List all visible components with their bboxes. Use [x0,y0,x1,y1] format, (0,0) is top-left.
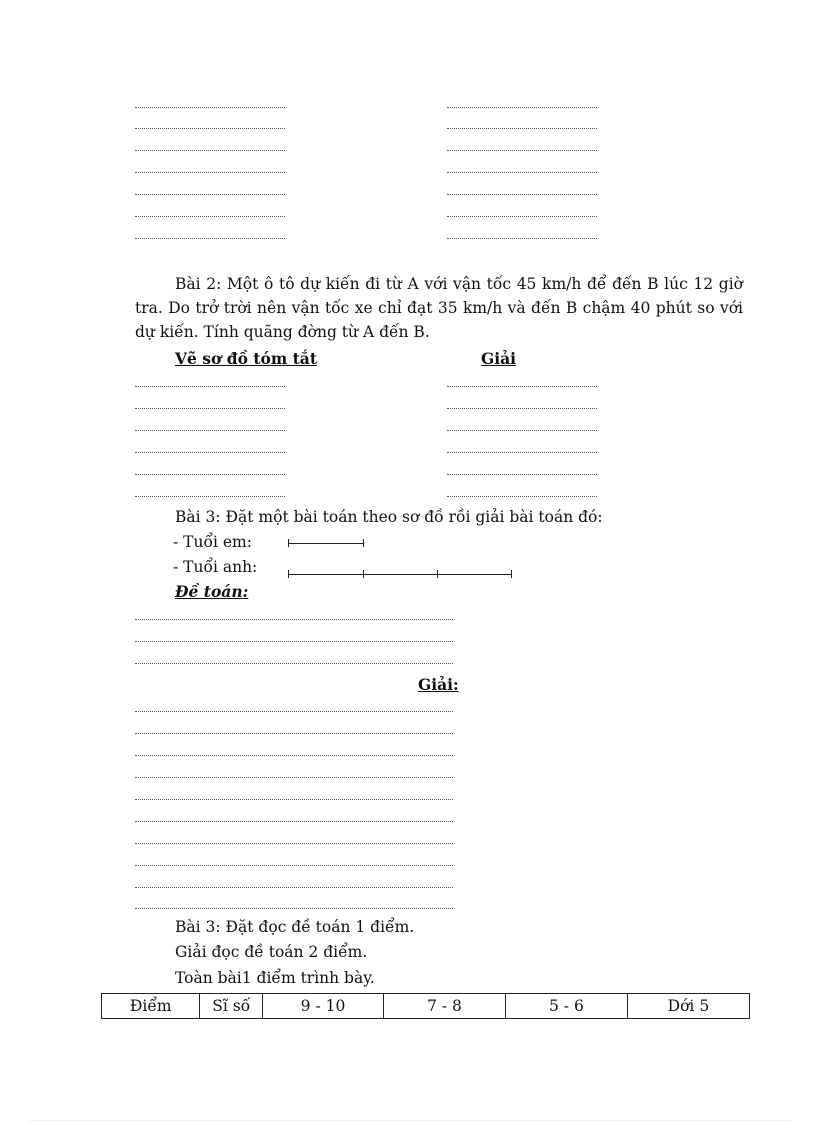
answer-line [447,216,597,217]
answer-line [135,755,453,756]
answer-line [447,128,597,129]
answer-line [135,777,453,778]
answer-line [135,619,453,620]
answer-line [447,408,597,409]
answer-line [447,150,597,151]
answer-line [447,194,597,195]
answer-line [447,496,597,497]
answer-line [135,150,285,151]
answer-line [135,430,285,431]
answer-line [447,386,597,387]
solution-heading-2: Giải [481,349,517,368]
table-cell: 9 - 10 [263,994,384,1019]
answer-line [135,821,453,822]
older-age-label: - Tuổi anh: [173,558,258,576]
table-cell: 7 - 8 [384,994,506,1019]
answer-line [135,843,453,844]
solution-heading-3: Giải: [418,675,459,694]
answer-line [135,887,453,888]
answer-line [135,128,285,129]
answer-line [135,408,285,409]
answer-line [135,474,285,475]
younger-age-label: - Tuổi em: [173,533,252,551]
segment-tick [288,570,289,578]
answer-line [135,496,285,497]
answer-line [135,908,453,909]
answer-line [135,194,285,195]
grading-line-1: Bài 3: Đặt đọc đề toán 1 điểm. [175,918,415,936]
answer-line [135,799,453,800]
answer-line [135,663,453,664]
answer-line [447,107,597,108]
answer-line [135,386,285,387]
answer-line [135,172,285,173]
segment-tick [363,570,364,578]
answer-line [135,216,285,217]
problem-3-text: Bài 3: Đặt một bài toán theo sơ đồ rồi giải bài toán đó: [175,508,603,526]
answer-line [447,474,597,475]
score-table [101,993,750,1019]
answer-line [135,107,285,108]
answer-line [135,641,453,642]
problem-heading: Đề toán: [175,582,249,601]
problem-2-text: Bài 2: Một ô tô dự kiến đi từ A với vận tốc 45 km/h để đến B lúc 12 giờ tra. Do trở trời nên vận tốc xe chỉ đạt 35 km/h và đến B chậm 40 phút so với dự kiến. Tính quãng đờng từ A đến B. [135,275,743,341]
diagram-heading: Vẽ sơ đồ tóm tắt [175,349,317,368]
answer-line [135,452,285,453]
answer-line [135,733,453,734]
segment-tick [363,539,364,547]
answer-line [135,865,453,866]
grading-line-2: Giải đọc đề toán 2 điểm. [175,943,368,961]
table-cell: 5 - 6 [505,994,627,1019]
segment-tick [437,570,438,578]
table-row [102,994,750,1019]
segment-tick [511,570,512,578]
segment-tick [288,539,289,547]
grading-line-3: Toàn bài1 điểm trình bày. [175,969,375,987]
answer-line [447,172,597,173]
answer-line [447,238,597,239]
table-cell: Dới 5 [627,994,749,1019]
answer-line [135,238,285,239]
younger-age-segment [288,543,363,544]
answer-line [447,452,597,453]
answer-line [447,430,597,431]
page-edge-divider [30,1120,790,1121]
older-age-segment [288,574,512,575]
answer-line [135,711,453,712]
table-cell: Sĩ số [200,994,263,1019]
table-cell: Điểm [102,994,200,1019]
